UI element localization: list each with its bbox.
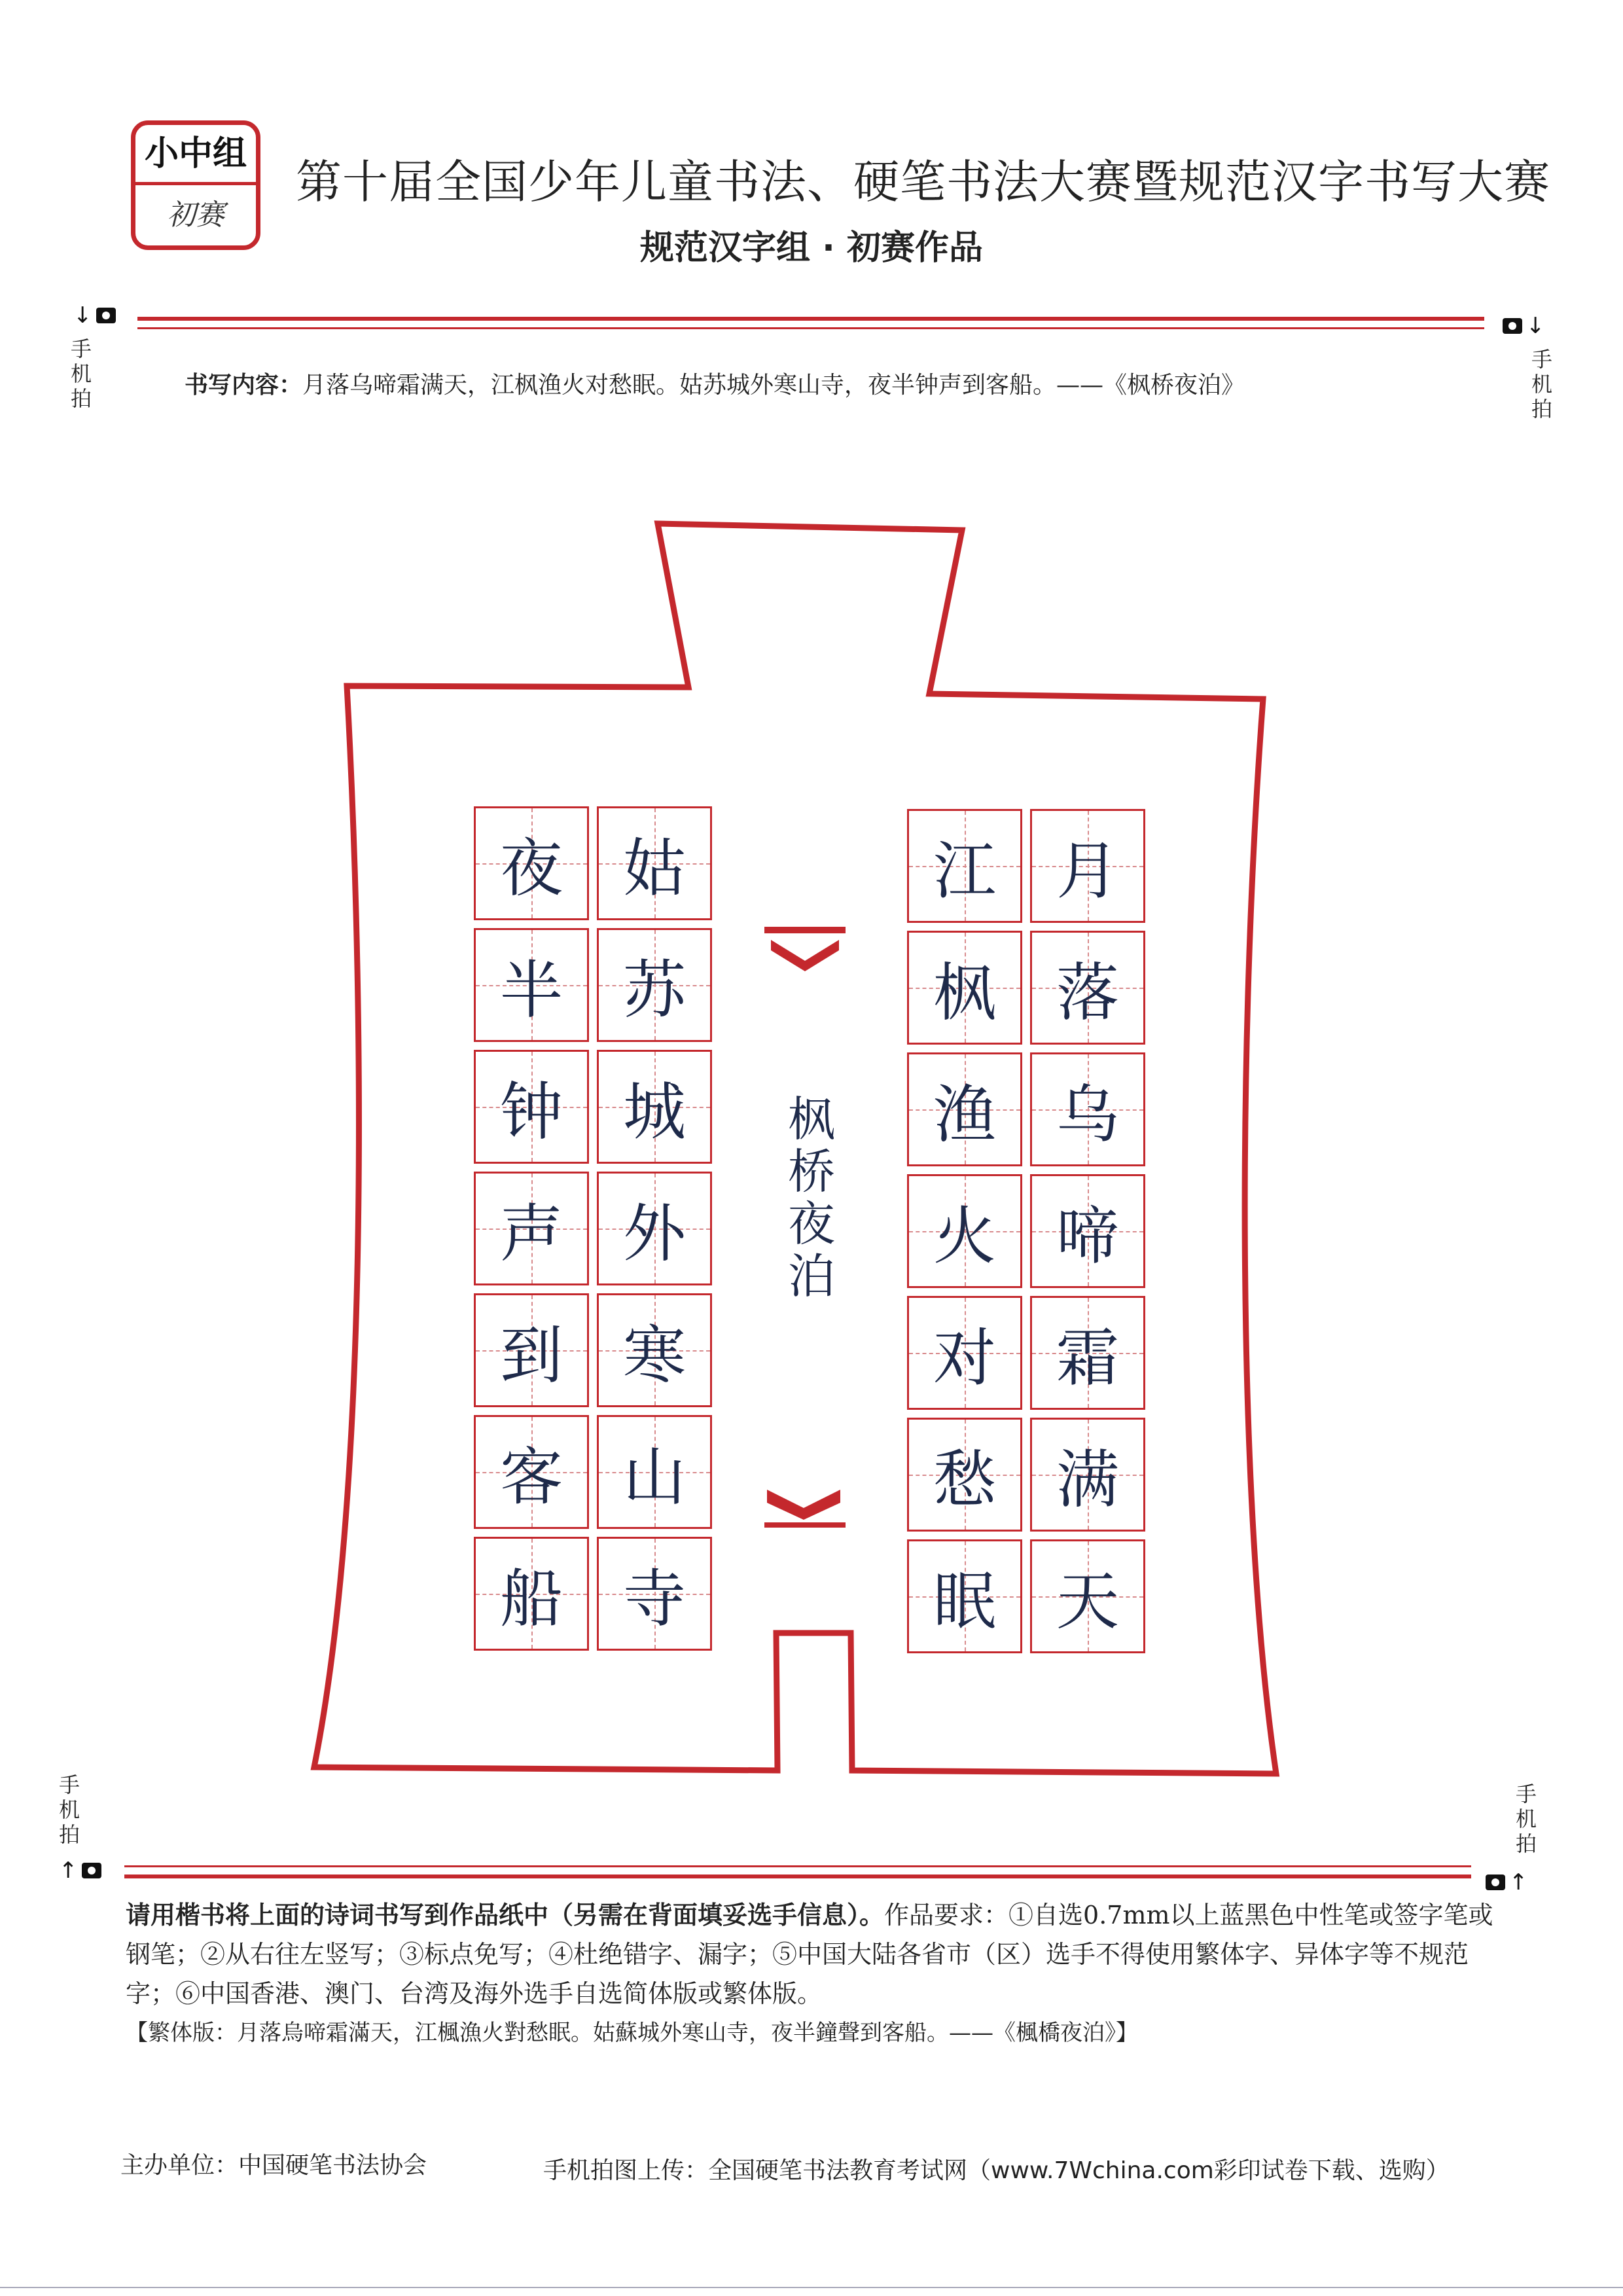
grid-cell[interactable] [474, 928, 589, 1042]
arrow-down-icon: ↓ [1526, 313, 1545, 339]
badge-group-label: 小中组 [135, 125, 256, 185]
grid-char: 天 [1056, 1564, 1119, 1638]
writing-content-text: 月落乌啼霜满天，江枫渔火对愁眠。姑苏城外寒山寺，夜半钟声到客船。——《枫桥夜泊》 [302, 372, 1245, 399]
grid-cell[interactable] [907, 809, 1022, 923]
grid-cell[interactable] [597, 806, 712, 920]
instructions-traditional: 【繁体版：月落烏啼霜滿天，江楓漁火對愁眠。姑蘇城外寒山寺，夜半鐘聲到客船。——《楓橋夜泊》】 [126, 2020, 1138, 2046]
grid-cell[interactable] [1030, 1174, 1145, 1288]
footer-upload: 手机拍图上传：全国硬笔书法教育考试网（www.7Wchina.com彩印试卷下载、选购） [543, 2157, 1450, 2184]
camera-icon [1486, 1874, 1505, 1890]
grid-char: 月 [1056, 834, 1119, 908]
grid-char: 乌 [1056, 1077, 1119, 1151]
instructions-lead: 请用楷书将上面的诗词书写到作品纸中（另需在背面填妥选手信息）。 [126, 1901, 885, 1929]
grid-char: 城 [623, 1075, 686, 1149]
phone-photo-label-bottom-left: 手机拍 [58, 1772, 80, 1847]
grid-cell[interactable] [907, 1174, 1022, 1288]
grid-cell[interactable] [474, 1172, 589, 1285]
grid-char: 到 [500, 1318, 563, 1392]
grid-cell[interactable] [474, 1293, 589, 1407]
grid-char: 苏 [623, 953, 686, 1027]
instructions-requirements: 作品要求：①自选0.7mm以上蓝黑色中性笔或签字笔或钢笔；②从右往左竖写；③标点免写；④杜绝错字、漏字；⑤中国大陆各省市（区）选手不得使用繁体字、异体字等不规范字；⑥中国香港、澳门、台湾及海外选手自选简体版或繁体版。 [126, 1901, 1493, 2008]
grid-char: 霜 [1056, 1321, 1119, 1395]
footer-organizer: 主办单位：中国硬笔书法协会 [120, 2152, 427, 2179]
grid-char: 夜 [500, 831, 563, 905]
grid-char: 船 [500, 1562, 563, 1636]
grid-char: 客 [500, 1440, 563, 1514]
grid-char: 渔 [933, 1077, 996, 1151]
grid-char: 对 [933, 1321, 996, 1395]
grid-char: 寺 [623, 1562, 686, 1636]
grid-char: 落 [1056, 956, 1119, 1030]
grid-char: 半 [500, 953, 563, 1027]
grid-char: 声 [500, 1196, 563, 1270]
grid-char: 满 [1056, 1443, 1119, 1516]
photo-marker-bottom-right [1486, 1869, 1528, 1895]
arrow-up-icon: ↑ [1509, 1869, 1528, 1895]
grid-cell[interactable] [1030, 1418, 1145, 1532]
grid-cell[interactable] [597, 1537, 712, 1651]
grid-cell[interactable] [907, 1418, 1022, 1532]
phone-photo-label-bottom-right: 手机拍 [1515, 1782, 1537, 1856]
ornament-bottom [764, 1490, 846, 1528]
arrow-down-icon: ↓ [73, 302, 92, 329]
grid-cell[interactable] [474, 1415, 589, 1529]
writing-content-label: 书写内容： [185, 372, 303, 399]
grid-char: 火 [933, 1199, 996, 1273]
grid-cell[interactable] [907, 1539, 1022, 1653]
grid-char: 寒 [623, 1318, 686, 1392]
instructions [126, 1895, 1513, 2053]
badge-stage-label: 初赛 [167, 198, 224, 232]
grid-cell[interactable] [597, 1415, 712, 1529]
camera-icon [82, 1863, 101, 1878]
bottom-rule-thin [124, 1865, 1471, 1867]
grid-char: 愁 [933, 1443, 996, 1516]
grid-char: 江 [933, 834, 996, 908]
grid-char: 山 [623, 1440, 686, 1514]
grid-cell[interactable] [597, 1050, 712, 1164]
page-edge-line [0, 2287, 1623, 2288]
grid-cell[interactable] [597, 928, 712, 1042]
grid-cell[interactable] [474, 806, 589, 920]
grid-char: 啼 [1056, 1199, 1119, 1273]
grid-char: 姑 [623, 831, 686, 905]
grid-char: 眠 [933, 1564, 996, 1638]
page-title: 第十届全国少年儿童书法、硬笔书法大赛暨规范汉字书写大赛 [296, 155, 1550, 209]
grid-cell[interactable] [1030, 1296, 1145, 1410]
page-subtitle: 规范汉字组 · 初赛作品 [640, 228, 983, 268]
grid-cell[interactable] [907, 931, 1022, 1045]
grid-cell[interactable] [1030, 1052, 1145, 1166]
grid-cell[interactable] [1030, 931, 1145, 1045]
photo-marker-bottom-left [59, 1857, 101, 1884]
grid-char: 外 [623, 1196, 686, 1270]
bottom-rule [124, 1874, 1471, 1878]
ornament-top [764, 927, 846, 971]
grid-cell[interactable] [907, 1296, 1022, 1410]
grid-char: 枫 [933, 956, 996, 1030]
grid-cell[interactable] [474, 1537, 589, 1651]
phone-photo-label-top-right: 手机拍 [1531, 347, 1552, 422]
grid-cell[interactable] [1030, 1539, 1145, 1653]
grid-cell[interactable] [907, 1052, 1022, 1166]
phone-photo-label-top-left: 手机拍 [70, 336, 92, 411]
grid-cell[interactable] [597, 1293, 712, 1407]
grid-char: 钟 [500, 1075, 563, 1149]
grid-cell[interactable] [597, 1172, 712, 1285]
poem-title-vertical: 枫桥夜泊 [787, 1092, 835, 1304]
grid-cell[interactable] [1030, 809, 1145, 923]
arrow-up-icon: ↑ [59, 1857, 78, 1884]
grid-cell[interactable] [474, 1050, 589, 1164]
